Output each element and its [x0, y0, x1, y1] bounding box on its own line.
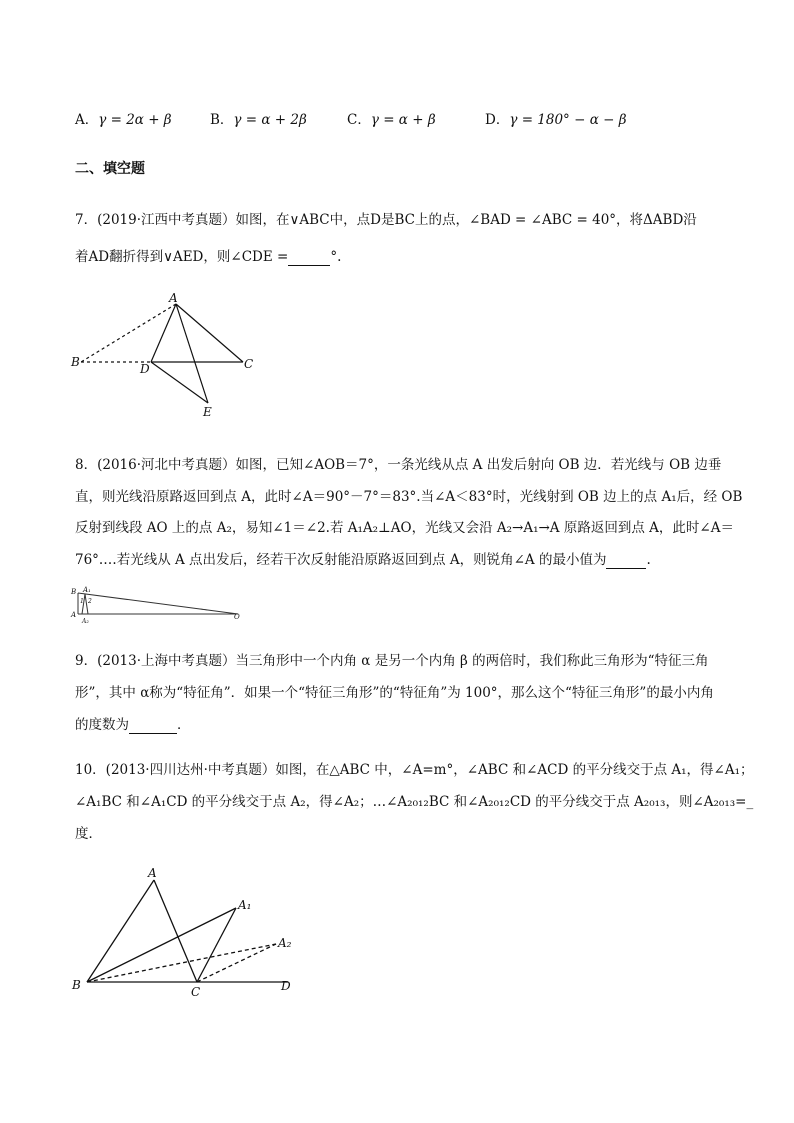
q10-line-2: ∠A₁BC 和∠A₁CD 的平分线交于点 A₂，得∠A₂；…∠A₂₀₁₂BC 和∠A₂₀₁₂CD 的平分线交于点 A₂₀₁₃，则∠A₂₀₁₃=_ [75, 794, 754, 810]
q8-line-1: 8．(2016·河北中考真题）如图，已知∠AOB＝7°，一条光线从点 A 出发后射向 OB 边．若光线与 OB 边垂 [75, 457, 722, 473]
q10-label-c: C [191, 985, 201, 999]
q8-label-a: A [71, 611, 77, 619]
q8-answer-blank[interactable] [606, 552, 646, 569]
option-d[interactable] [485, 108, 627, 128]
option-a[interactable] [75, 108, 172, 128]
q7-line-1: 7．(2019·江西中考真题）如图，在∨ABC中，点D是BC上的点，∠BAD = ∠ABC = 40°，将ΔABD沿 [75, 212, 697, 228]
q7-answer-blank[interactable] [288, 249, 330, 266]
q8-label-1: 1 [80, 598, 84, 605]
option-d-expr: γ = 180° − α − β [509, 112, 627, 128]
q7-label-d: D [140, 362, 150, 376]
q7-line-2-text: 着AD翻折得到∨AED，则∠CDE = [75, 249, 289, 265]
option-b[interactable] [210, 108, 307, 128]
q7-label-c: C [244, 357, 254, 371]
option-b-expr: γ = α + 2β [233, 112, 307, 128]
q10-label-a1: A₁ [238, 898, 252, 912]
q8-angle-mark [200, 609, 208, 610]
option-c[interactable] [347, 108, 436, 128]
q7-line-2-end: °. [330, 249, 342, 265]
q9-line-3-end: ． [177, 717, 191, 733]
q10-line-ca2 [197, 944, 276, 982]
q8-label-o: O [234, 613, 240, 621]
q7-line-ac [176, 304, 243, 362]
section-title: 二、填空题 [75, 161, 145, 177]
q9-line-1: 9．(2013·上海中考真题）当三角形中一个内角 α 是另一个内角 β 的两倍时，我们称此三角形为“特征三角 [75, 653, 709, 669]
q7-label-e: E [203, 405, 212, 419]
option-c-expr: γ = α + β [370, 112, 436, 128]
q8-ray-bo [78, 593, 238, 614]
q9-line-3-text: 的度数为 [75, 717, 129, 733]
q9-answer-blank[interactable] [129, 717, 177, 734]
q10-line-ba2 [87, 944, 276, 982]
q7-line-2 [75, 245, 341, 266]
q9-line-3 [75, 713, 191, 734]
q10-figure [66, 862, 306, 1002]
q10-label-a: A [148, 866, 157, 880]
q8-label-a1: A₁ [83, 586, 91, 594]
q8-line-3: 反射到线段 AO 上的点 A₂，易知∠1＝∠2.若 A₁A₂⊥AO，光线又会沿 A₂→A₁→A 原路返回到点 A，此时∠A＝ [75, 520, 734, 536]
q10-label-d: D [281, 979, 291, 993]
q7-figure [68, 290, 268, 420]
q10-line-ca1 [197, 908, 236, 982]
q8-label-2: 2 [88, 598, 92, 605]
option-b-label: B． [210, 112, 234, 128]
q8-line-2: 直，则光线沿原路返回到点 A，此时∠A＝90°－7°＝83°.当∠A＜83°时，光线射到 OB 边上的点 A₁后，经 OB [75, 489, 743, 505]
q7-label-a: A [169, 291, 178, 305]
q10-label-b: B [72, 978, 81, 992]
q8-line-4 [75, 548, 651, 569]
q10-line-1: 10．(2013·四川达州·中考真题）如图，在△ABC 中，∠A=m°，∠ABC 和∠ACD 的平分线交于点 A₁，得∠A₁； [75, 762, 754, 778]
q10-line-ba1 [87, 908, 236, 982]
option-a-label: A． [75, 112, 99, 128]
q9-line-2: 形”，其中 α称为“特征角”．如果一个“特征三角形”的“特征角”为 100°，那么这个“特征三角形”的最小内角 [75, 685, 714, 701]
q10-line-3: 度． [75, 826, 102, 842]
option-a-expr: γ = 2α + β [98, 112, 172, 128]
q10-label-a2: A₂ [278, 936, 292, 950]
option-c-label: C． [347, 112, 371, 128]
q7-label-b: B [71, 355, 80, 369]
q7-line-ae [176, 304, 208, 403]
q8-line-4-text: 76°.…若光线从 A 点出发后，经若干次反射能沿原路返回到点 A，则锐角∠A 的最小值为 [75, 552, 607, 568]
q8-label-a2: A₂ [82, 618, 89, 625]
q7-line-ad [151, 304, 176, 362]
option-d-label: D． [485, 112, 510, 128]
q7-line-ab [81, 304, 176, 362]
q8-figure [70, 583, 250, 625]
q8-line-4-end: . [646, 552, 651, 568]
q7-line-de [151, 362, 208, 403]
q10-line-ba [87, 880, 154, 982]
q8-label-b: B [71, 588, 77, 596]
